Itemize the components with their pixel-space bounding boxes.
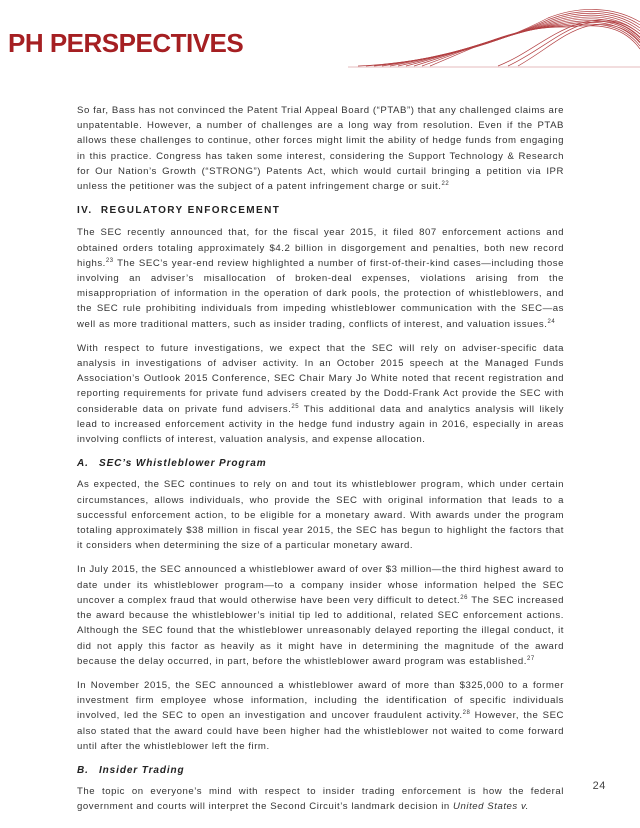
document-header-title: PH PERSPECTIVES	[8, 28, 244, 58]
footnote-ref[interactable]: 25	[291, 403, 300, 410]
footnote-ref[interactable]: 23	[105, 257, 114, 264]
paragraph-july-award: In July 2015, the SEC announced a whistleblower award of over $3 million—the third highest award to date under its whistleblower program—to a company insider whose information helped the SEC uncover a complex fraud that would otherwise have been very difficult to detect.$^{26}$ The SEC increased the award because the whistleblower’s initial tip led to additional, related SEC enforcement actions. Although the SEC found that the whistleblower unreasonably delayed reporting the illegal conduct, it did not apply this factor as heavily as it might have in determining the magnitude of the award because the delay occurred, in part, before the whistleblower award program was established.$^{27}$	[77, 564, 564, 667]
paragraph-november-award: In November 2015, the SEC announced a whistleblower award of more than $325,000 to a former investment firm employee whose information, including the identification of specific individuals involved, led the SEC to open an investigation and uncover fraudulent activity.$^{28}$ However, the SEC also stated that the award could have been higher had the whistleblower not waited to come forward until after the whistleblower left the firm.	[77, 679, 564, 752]
document-body	[77, 103, 564, 824]
footnote-ref[interactable]: 26	[460, 594, 469, 601]
page-number: 24	[592, 780, 606, 792]
paragraph-whistleblower-program: As expected, the SEC continues to rely on and tout its whistleblower program, which under certain circumstances, allows individuals, who provide the SEC with original information that leads to a successful enforcement action, to be eligible for a monetary award. With awards under the program totaling approximately $38 million in fiscal year 2015, the SEC has begun to highlight the factors that it considers when determining the size of a particular monetary award.	[77, 479, 564, 552]
header-decorative-arcs	[348, 4, 640, 68]
case-name: United States v.	[453, 801, 529, 813]
section-heading-regulatory-enforcement: IV. REGULATORY ENFORCEMENT	[77, 205, 281, 217]
paragraph-insider-trading: The topic on everyone’s mind with respect to insider trading enforcement is how the federal government and courts will interpret the Second Circuit’s landmark decision in United States v.	[77, 786, 564, 813]
footnote-ref[interactable]: 24	[547, 318, 556, 325]
subsection-heading-insider-trading: B. Insider Trading	[77, 764, 185, 776]
subsection-heading-whistleblower: A. SEC’s Whistleblower Program	[77, 458, 267, 470]
paragraph-future-investigations: With respect to future investigations, we expect that the SEC will rely on adviser-specific data analysis in investigations of adviser activity. In an October 2015 speech at the Managed Funds Association’s Outlook 2015 Conference, SEC Chair Mary Jo White noted that recent registration and reporting requirements for private fund advisers created by the Dodd-Frank Act provide the SEC with considerable data on private fund advisers.$^{25}$ This additional data and analytics analysis will likely lead to increased enforcement activity in the hedge fund industry again in 2016, especially in areas involving conflicts of interest, valuation analysis, and expense allocation.	[77, 342, 564, 446]
paragraph-ptab: So far, Bass has not convinced the Patent Trial Appeal Board (“PTAB”) that any challenged claims are unpatentable. However, a number of challenges are a long way from resolution. Even if the PTAB allows these challenges to continue, other forces might limit the ability of hedge funds from engaging in this practice. Congress has taken some interest, considering the Support Technology & Research for Our Nation’s Growth (“STRONG”) Patents Act, which would curtail bringing a petition via IPR unless the petitioner was the subject of a patent infringement charge or suit.$^{22}$	[77, 105, 564, 193]
footnote-ref[interactable]: 28	[462, 710, 471, 717]
footnote-ref[interactable]: 22	[441, 181, 450, 188]
paragraph-sec-enforcement: The SEC recently announced that, for the fiscal year 2015, it filed 807 enforcement actions and obtained orders totaling approximately $4.2 billion in disgorgement and penalties, both new record highs.$^{23}$ The SEC’s year-end review highlighted a number of first-of-their-kind cases—including those involving an adviser’s misallocation of broken-deal expenses, violations arising from the misappropriation of information in the operation of dark pools, the protection of whistleblowers, and the SEC rule prohibiting individuals from impeding whistleblower communication with the SEC—as well as more traditional matters, such as insider trading, conflicts of interest, and valuation issues.$^{24}$	[77, 227, 564, 330]
footnote-ref[interactable]: 27	[527, 655, 535, 662]
